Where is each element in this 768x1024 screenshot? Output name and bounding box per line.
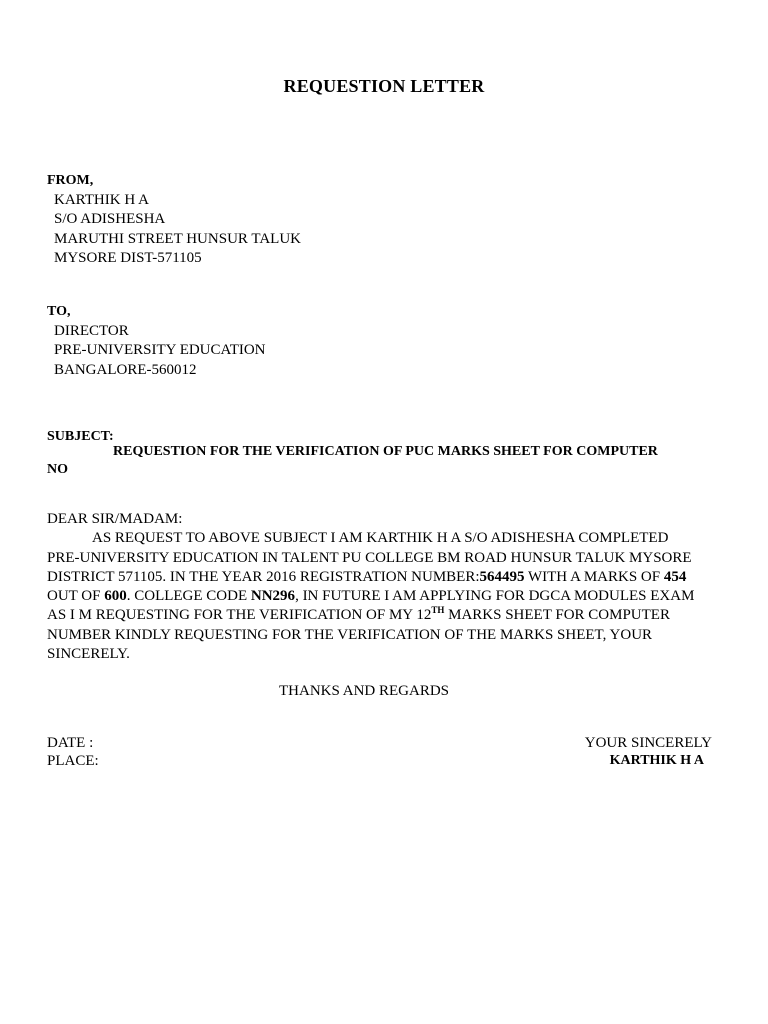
body-line <box>47 587 727 606</box>
body-text: WITH A MARKS OF <box>524 568 664 585</box>
from-heading: FROM, <box>47 173 94 188</box>
marks-obtained: 454 <box>663 568 687 585</box>
body-line <box>47 568 727 587</box>
subject-line: REQUESTION FOR THE VERIFICATION OF PUC MARKS SHEET FOR COMPUTER <box>113 444 658 459</box>
subject-heading: SUBJECT: <box>47 429 114 444</box>
greeting: DEAR SIR/MADAM: <box>47 511 183 527</box>
from-line: MARUTHI STREET HUNSUR TALUK <box>54 230 302 247</box>
from-line: KARTHIK H A <box>54 191 149 208</box>
body-line <box>47 606 727 625</box>
body-text: , IN FUTURE I AM APPLYING FOR DGCA MODULES EXAM <box>295 588 695 605</box>
superscript: TH <box>431 605 445 616</box>
body-line: PRE-UNIVERSITY EDUCATION IN TALENT PU COLLEGE BM ROAD HUNSUR TALUK MYSORE <box>47 549 692 566</box>
date-label: DATE : <box>47 735 94 751</box>
from-line: S/O ADISHESHA <box>54 211 166 227</box>
body-text: . COLLEGE CODE <box>126 588 251 605</box>
to-section <box>47 302 266 380</box>
body-text: MARKS SHEET FOR COMPUTER <box>444 607 670 624</box>
to-heading: TO, <box>47 304 71 319</box>
body-line: NUMBER KINDLY REQUESTING FOR THE VERIFICATION OF THE MARKS SHEET, YOUR <box>47 626 653 643</box>
signature-name: KARTHIK H A <box>609 753 704 768</box>
body-line: AS REQUEST TO ABOVE SUBJECT I AM KARTHIK H A S/O ADISHESHA COMPLETED <box>92 530 669 547</box>
place-label: PLACE: <box>47 753 99 769</box>
college-code: NN296 <box>250 588 296 605</box>
to-line: DIRECTOR <box>54 322 129 339</box>
to-line: PRE-UNIVERSITY EDUCATION <box>54 342 266 358</box>
subject-line: NO <box>47 462 68 477</box>
letter-body <box>47 510 727 664</box>
body-text: DISTRICT 571105. IN THE YEAR 2016 REGISTRATION NUMBER: <box>47 568 480 585</box>
letter-title: REQUESTION LETTER <box>283 76 485 96</box>
registration-number: 564495 <box>479 568 525 585</box>
total-marks: 600 <box>104 588 127 605</box>
body-text: AS I M REQUESTING FOR THE VERIFICATION OF MY 12 <box>47 607 432 624</box>
body-line: SINCERELY. <box>47 646 130 663</box>
sign-off: YOUR SINCERELY <box>584 735 712 751</box>
body-text: OUT OF <box>47 588 105 605</box>
date-place <box>47 734 99 770</box>
to-line: BANGALORE-560012 <box>54 361 197 378</box>
closing-text: THANKS AND REGARDS <box>279 683 450 699</box>
from-line: MYSORE DIST-571105 <box>54 250 202 266</box>
from-section <box>47 171 301 269</box>
